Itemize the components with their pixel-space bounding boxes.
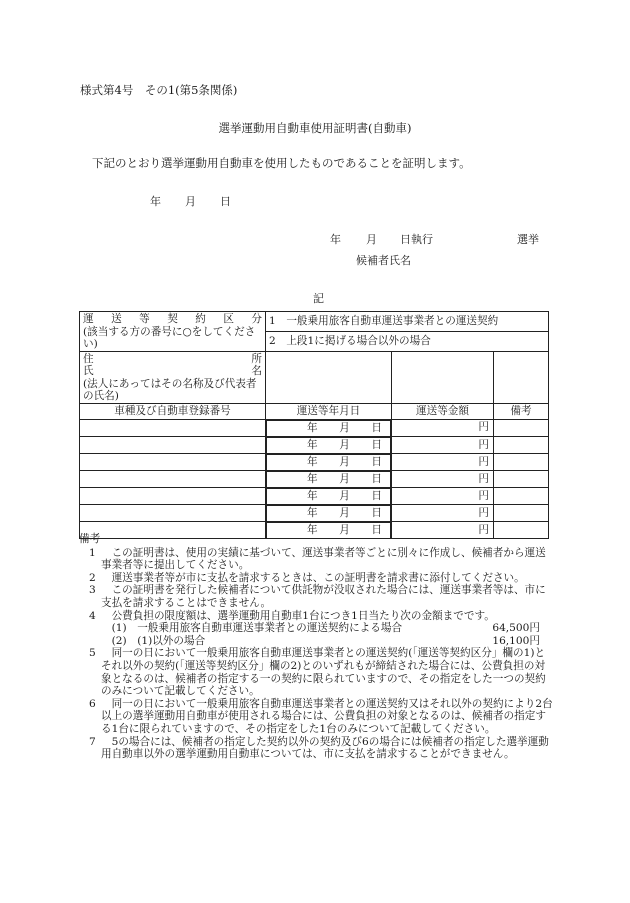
- note-number: 4: [89, 609, 96, 622]
- note-item: [79, 698, 554, 736]
- remarks-cell[interactable]: [494, 505, 549, 522]
- contract-type-row: [80, 312, 549, 332]
- election-label: 選挙: [517, 233, 539, 246]
- amount-cell[interactable]: 円: [392, 471, 494, 488]
- note-item: [79, 572, 554, 585]
- vehicle-cell[interactable]: [80, 505, 266, 522]
- date-month-label: 月: [339, 421, 350, 434]
- carrier-field-1[interactable]: [266, 351, 392, 403]
- note-item: [79, 736, 554, 761]
- form-number: 様式第4号 その1(第5条関係): [80, 83, 238, 97]
- limit-row: [79, 635, 554, 648]
- date-day-label: 日: [371, 421, 382, 434]
- contract-option-2[interactable]: 2 上段1に掲げる場合以外の場合: [266, 331, 549, 351]
- limit-value: 16,100円: [492, 634, 540, 647]
- date-year-label: 年: [307, 472, 318, 485]
- usage-row: [80, 505, 549, 522]
- contract-type-char: 約: [195, 313, 206, 325]
- contract-type-char: 契: [167, 313, 178, 325]
- col-remarks-header: 備考: [494, 403, 549, 419]
- date-year-label: 年: [307, 438, 318, 451]
- cert-date-day: 日: [220, 195, 231, 208]
- amount-cell[interactable]: 円: [392, 454, 494, 471]
- contract-type-label: [83, 313, 262, 326]
- remarks-cell[interactable]: [494, 488, 549, 505]
- limit-label: (1) 一般乗用旅客自動車運送事業者との運送契約による場合: [101, 622, 403, 635]
- date-month-label: 月: [339, 438, 350, 451]
- header-row: [80, 403, 549, 419]
- ki-label: 記: [313, 292, 324, 305]
- contract-type-char: 送: [111, 313, 122, 325]
- note-item: [79, 647, 554, 697]
- candidate-name-label: 候補者氏名: [356, 254, 411, 267]
- amount-cell[interactable]: 円: [392, 437, 494, 454]
- vehicle-cell[interactable]: [80, 437, 266, 454]
- note-number: 3: [89, 584, 96, 597]
- notes-section: [79, 533, 554, 761]
- date-month-label: 月: [339, 455, 350, 468]
- note-number: 6: [89, 697, 96, 710]
- date-month-label: 月: [339, 472, 350, 485]
- note-number: 2: [89, 571, 96, 584]
- date-year-label: 年: [307, 455, 318, 468]
- contract-type-note: (該当する方の番号に○をしてください): [83, 325, 256, 350]
- name-label: 氏 名: [83, 365, 262, 377]
- exec-month: 月: [366, 233, 377, 246]
- date-day-label: 日: [371, 489, 382, 502]
- carrier-row: [80, 351, 549, 403]
- col-date-header: 運送等年月日: [266, 403, 392, 419]
- exec-day-label: 日執行: [400, 233, 433, 246]
- contract-type-char: 運: [83, 313, 94, 325]
- amount-cell[interactable]: 円: [392, 522, 494, 539]
- date-cell[interactable]: [266, 454, 391, 471]
- cert-date-year: 年: [150, 195, 161, 208]
- usage-row: [80, 471, 549, 488]
- contract-type-char: 区: [223, 313, 234, 325]
- date-cell[interactable]: [266, 437, 391, 454]
- usage-row: [80, 437, 549, 454]
- date-cell[interactable]: [266, 420, 391, 437]
- date-month-label: 月: [339, 523, 350, 536]
- limit-label: (2) (1)以外の場合: [101, 634, 206, 647]
- date-day-label: 日: [371, 455, 382, 468]
- note-text: この証明書は、使用の実績に基づいて、運送事業者等ごとに別々に作成し、候補者から運送事業者等に提出してください。: [101, 546, 546, 572]
- carrier-field-3[interactable]: [494, 351, 549, 403]
- date-day-label: 日: [371, 438, 382, 451]
- date-day-label: 日: [371, 472, 382, 485]
- date-cell[interactable]: [266, 471, 391, 488]
- document-title: 選挙運動用自動車使用証明書(自動車): [218, 121, 412, 135]
- usage-row: [80, 419, 549, 437]
- certification-statement: 下記のとおり選挙運動用自動車を使用したものであることを証明します。: [92, 156, 471, 170]
- remarks-cell[interactable]: [494, 471, 549, 488]
- usage-row: [80, 454, 549, 471]
- vehicle-cell[interactable]: [80, 488, 266, 505]
- contract-type-label-cell: [80, 312, 266, 352]
- date-year-label: 年: [307, 523, 318, 536]
- date-cell[interactable]: [266, 505, 391, 522]
- note-text: 公費負担の限度額は、選挙運動用自動車1台につき1日当たり次の金額までです。: [101, 609, 495, 622]
- address-label: 住 所: [83, 352, 262, 365]
- vehicle-usage-table: [79, 311, 549, 539]
- note-text: この証明書を発行した候補者について供託物が没収された場合には、運送事業者等は、市に支払を請求することはできません。: [101, 584, 546, 609]
- remarks-cell[interactable]: [494, 419, 549, 437]
- date-year-label: 年: [307, 506, 318, 519]
- note-number: 5: [89, 647, 96, 660]
- contract-option-1[interactable]: 1 一般乗用旅客自動車運送事業者との運送契約: [266, 312, 549, 332]
- usage-row: [80, 488, 549, 505]
- date-cell[interactable]: [266, 488, 391, 505]
- amount-cell[interactable]: 円: [392, 488, 494, 505]
- limit-row: [79, 622, 554, 635]
- date-month-label: 月: [339, 489, 350, 502]
- notes-title: 備考: [79, 533, 101, 545]
- carrier-field-2[interactable]: [392, 351, 494, 403]
- contract-type-char: 等: [139, 313, 150, 325]
- notes-list-b: [79, 647, 554, 760]
- notes-list-a: [79, 547, 554, 623]
- notes-sublist: [79, 622, 554, 647]
- contract-type-char: 分: [251, 313, 262, 325]
- corporation-note: (法人にあってはその名称及び代表者の氏名): [83, 377, 257, 402]
- date-day-label: 日: [371, 523, 382, 536]
- remarks-cell[interactable]: [494, 437, 549, 454]
- exec-year: 年: [330, 233, 341, 246]
- note-number: 1: [89, 546, 96, 559]
- remarks-cell[interactable]: [494, 454, 549, 471]
- note-text: 5の場合には、候補者の指定した契約以外の契約及び6の場合には候補者の指定した選挙運動用自動車以外の選挙運動用自動車については、市に支払を請求することができません。: [101, 735, 549, 761]
- date-month-label: 月: [339, 506, 350, 519]
- amount-cell[interactable]: 円: [392, 505, 494, 522]
- date-year-label: 年: [307, 421, 318, 434]
- date-day-label: 日: [371, 506, 382, 519]
- col-vehicle-header: 車種及び自動車登録番号: [80, 403, 266, 419]
- note-text: 同一の日において一般乗用旅客自動車運送事業者との運送契約(「運送等契約区分」欄の1)とそれ以外の契約(「運送等契約区分」欄の2)とのいずれもが締結された場合には、公費負担の対象となるのは、候補者の指定する一の契約に限られていますので、その指定をした一つの契約のみについて記載してください。: [101, 647, 546, 698]
- col-amount-header: 運送等金額: [392, 403, 494, 419]
- amount-cell[interactable]: 円: [392, 419, 494, 437]
- vehicle-cell[interactable]: [80, 419, 266, 437]
- note-text: 運送事業者等が市に支払を請求するときは、この証明書を請求書に添付してください。: [101, 571, 525, 584]
- cert-date-month: 月: [185, 195, 196, 208]
- date-year-label: 年: [307, 489, 318, 502]
- note-item: [79, 547, 554, 572]
- note-item: [79, 584, 554, 609]
- vehicle-cell[interactable]: [80, 471, 266, 488]
- limit-value: 64,500円: [492, 622, 540, 635]
- note-item: [79, 610, 554, 623]
- vehicle-cell[interactable]: [80, 454, 266, 471]
- carrier-label-cell: [80, 351, 266, 403]
- note-text: 同一の日において一般乗用旅客自動車運送事業者との運送契約又はそれ以外の契約により2台以上の選挙運動用自動車が使用される場合には、公費負担の対象となるのは、候補者の指定する1台に限られていますので、その指定をした1台のみについて記載してください。: [101, 697, 553, 735]
- note-number: 7: [89, 735, 96, 748]
